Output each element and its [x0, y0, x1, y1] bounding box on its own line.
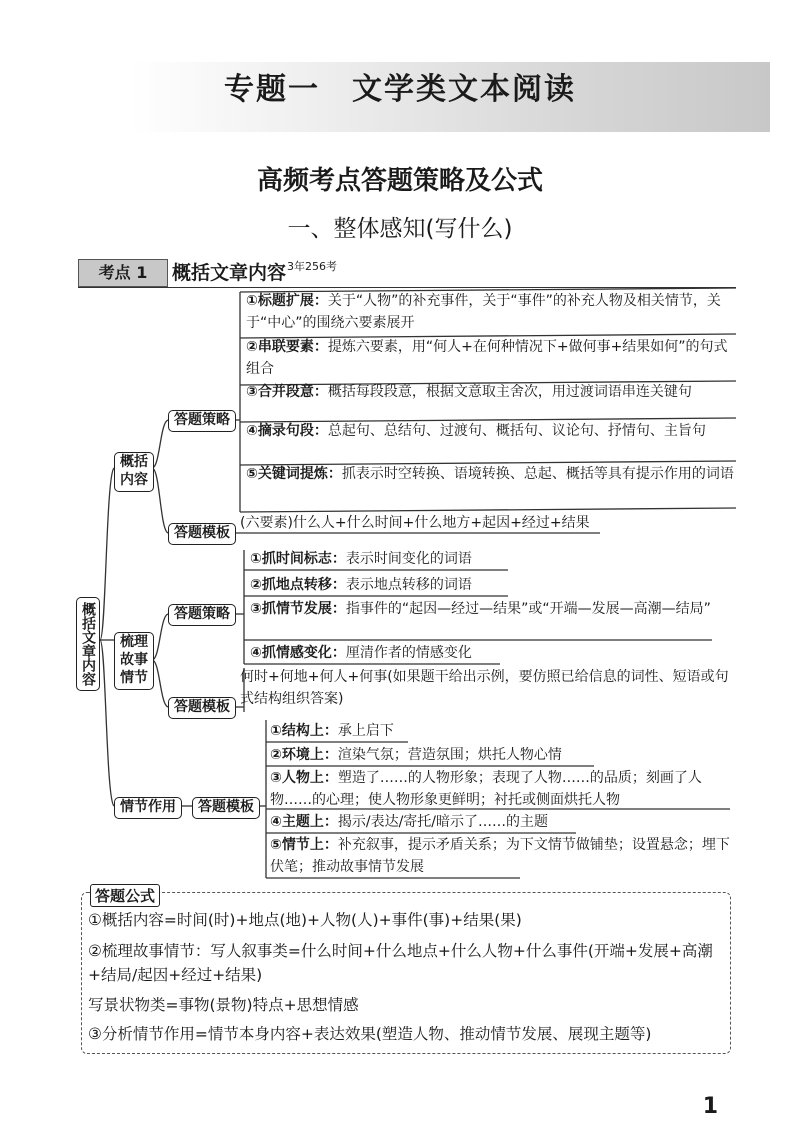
strategy2-item [250, 642, 710, 664]
strategy2-item-key: ②抓地点转移： [250, 577, 346, 593]
formula-line: ①概括内容=时间(时)+地点(地)+人物(人)+事件(事)+结果(果) [88, 911, 522, 929]
page-number: 1 [702, 1094, 718, 1119]
formula-line: ②梳理故事情节：写人叙事类=什么时间+什么地点+什么人物+什么事件(开端+发展+高潮+结局/起因+经过+结果) [88, 942, 713, 984]
strategy2-item-key: ③抓情节发展： [250, 601, 346, 617]
strategy1-item-text: 提炼六要素，用“何人+在何种情况下+做何事+结果如何”的句式组合 [246, 339, 728, 377]
kaodian-label: 考点 1 [78, 259, 168, 287]
template3-item-text: 塑造了……的人物形象；表现了人物……的品质；刻画了人物……的心理；使人物形象更鲜明；衬托或侧面烘托人物 [270, 770, 702, 808]
template3-label: 答题模板 [198, 799, 254, 815]
strategy2-item [250, 548, 710, 570]
strategy1-item-key: ②串联要素： [246, 339, 328, 355]
strategy2-item [250, 574, 710, 596]
template3-item-text: 补充叙事，提示矛盾关系；为下文情节做铺垫；设置悬念；埋下伏笔；推动故事情节发展 [270, 837, 730, 875]
template2-label: 答题模板 [174, 699, 230, 715]
kaodian-title: 概括文章内容 [172, 262, 287, 284]
sub-title: 一、整体感知(写什么) [287, 216, 513, 242]
strategy1-item-text: 概括每段段意，根据文意取主舍次，用过渡词语串连关键句 [327, 384, 692, 400]
strategy2-item-text: 指事件的“起因—经过—结果”或“开端—发展—高潮—结局” [345, 601, 711, 617]
template3-item-key: ③人物上： [270, 770, 338, 786]
strategy2-item-key: ①抓时间标志： [250, 551, 346, 567]
template3-item-key: ②环境上： [270, 747, 338, 763]
template3-item-key: ⑤情节上： [270, 837, 338, 853]
strategy1-item-key: ⑤关键词提炼： [246, 466, 342, 482]
formula-line: 写景状物类=事物(景物)特点+思想情感 [88, 996, 359, 1014]
section-title: 高频考点答题策略及公式 [256, 166, 543, 196]
strategy1-item-key: ①标题扩展： [246, 293, 328, 309]
template3-item [270, 811, 730, 833]
template1-node [168, 523, 236, 545]
template3-item [270, 720, 730, 742]
kaodian-frequency: 3年256考 [287, 260, 337, 273]
template2-node [168, 697, 236, 719]
template1-label: 答题模板 [174, 525, 230, 541]
root-node [76, 597, 100, 691]
strategy1-label: 答题策略 [174, 412, 230, 428]
strategy1-item-text: 总起句、总结句、过渡句、概括句、议论句、抒情句、主旨句 [327, 423, 706, 439]
strategy2-label: 答题策略 [174, 606, 230, 622]
template3-item [270, 744, 730, 766]
strategy1-item-text: 关于“人物”的补充事件，关于“事件”的补充人物及相关情节，关于“中心”的围绕六要素展开 [246, 293, 721, 331]
strategy1-item [246, 290, 734, 334]
strategy2-item-text: 表示时间变化的词语 [345, 551, 472, 567]
strategy1-item-text: 抓表示时空转换、语境转换、总起、概括等具有提示作用的词语 [341, 466, 734, 482]
template2-text: 何时+何地+何人+何事(如果题干给出示例，要仿照已给信息的词性、短语或句式结构组织答案) [240, 669, 729, 707]
template3-item [270, 834, 732, 878]
formula-line: ③分析情节作用=情节本身内容+表达效果(塑造人物、推动情节发展、展现主题等) [88, 1025, 652, 1043]
strategy1-item [246, 381, 734, 403]
branch-summary-node [114, 452, 154, 492]
template3-item-key: ④主题上： [270, 814, 338, 830]
strategy2-item-text: 表示地点转移的词语 [345, 577, 472, 593]
root-label: 概括文章内容 [80, 602, 96, 686]
template3-item-key: ①结构上： [270, 723, 338, 739]
strategy2-item-text: 厘清作者的情感变化 [345, 645, 472, 661]
template1-text: (六要素)什么人+什么时间+什么地方+起因+经过+结果 [240, 515, 590, 531]
template3-item-text: 渲染气氛；营造氛围；烘托人物心情 [337, 747, 562, 763]
template3-item-text: 揭示/表达/寄托/暗示了……的主题 [337, 814, 549, 830]
strategy2-item-key: ④抓情感变化： [250, 645, 346, 661]
strategy1-item [246, 420, 734, 442]
strategy1-node [168, 410, 236, 432]
template3-item-text: 承上启下 [337, 723, 394, 739]
branch-plot-function-node [114, 797, 182, 819]
strategy2-item [250, 598, 712, 620]
branch-plot-function-label: 情节作用 [120, 799, 176, 815]
branch-plot-label: 梳理故事情节 [120, 634, 148, 686]
strategy2-node [168, 604, 236, 626]
template3-item [270, 767, 732, 811]
strategy1-item [246, 336, 734, 380]
strategy1-item-key: ④摘录句段： [246, 423, 328, 439]
branch-summary-label: 概括内容 [120, 454, 148, 488]
template3-node [192, 797, 260, 819]
formula-label: 答题公式 [90, 884, 160, 907]
strategy1-item [246, 463, 734, 485]
strategy1-item-key: ③合并段意： [246, 384, 328, 400]
branch-plot-node [114, 632, 154, 690]
chapter-title: 专题一 文学类文本阅读 [224, 72, 576, 107]
